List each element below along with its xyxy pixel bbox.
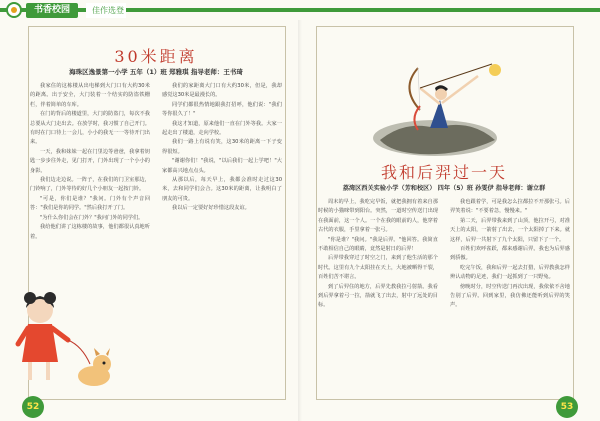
page-gutter — [298, 20, 302, 421]
page-number: 52 — [22, 396, 44, 418]
paragraph: 我家住的这栋楼从出电梯到大门口有大约30米的距离。出于安全，大门装着一个结实的防盗铁栅栏，伴着简单的车库。 — [30, 83, 150, 108]
paragraph: 周末的早上，我吃完早饭，就把我拥有着来自那时候的小猫咪带到阳台。突然，一道时空传送门出现在我面前，这一个人。一个在我的眼前的人，他穿着古代的衣服，手里拿着一张弓。 — [318, 199, 438, 234]
girl-with-puppy-illustration — [10, 288, 120, 398]
paragraph: 我们的家距离大门口有大约30米，但是，我却感觉这30米是最漫长的。 — [162, 83, 282, 99]
paragraph: 吃完午饭，我和后羿一起去打猎，后羿教我怎样辨认动物的足迹，我们一起抓到了一只野兔。 — [450, 264, 570, 281]
article-byline: 海珠区逸景第一小学 五年（1）班 郑雅琪 指导老师：王书琦 — [69, 68, 243, 76]
paragraph: 我以后一定要好好珍惜这段友谊。 — [172, 205, 250, 212]
school-logo-icon — [6, 2, 22, 18]
paragraph: "为什么你们会在门外？"我问门外的同学们。 — [40, 214, 144, 221]
paragraph: 百姓们欢呼雀跃，都来感谢后羿。我也为后羿感到骄傲。 — [450, 246, 570, 262]
paragraph: 我给他们讲了这栋楼的故事，他们都很认真地听着。 — [30, 224, 150, 240]
article-title: 30米距离 — [114, 47, 198, 66]
article-column-2 — [450, 198, 570, 311]
section-tag: 书香校园 — [26, 3, 78, 18]
article-byline: 荔湾区西关实验小学（芳和校区） 四年（5）班 孙雯伊 指导老师：谢立群 — [342, 185, 546, 192]
paragraph: 我这才知道，原来他们一直在门外等我。大家一起走出了楼道，走向学校。 — [162, 120, 282, 137]
paragraph: 我们边走边说。一阵子，在我们的门卫室那边，门铃响了，门外等待的好几个小朋友一起按门铃。 — [30, 177, 150, 193]
paragraph: 从那以后，每天早上，我都会准时走过这30米，去和同学们会合。这30米的距离，让我明白了朋友的可贵。 — [162, 177, 282, 202]
paragraph: 我们一路上有说有笑，这30米的距离一下子变得很短。 — [162, 139, 282, 155]
paragraph: 傍晚时分，时空传送门再次出现，我依依不舍地告别了后羿。回到家里，我仿佛还能听到后羿的笑声。 — [450, 283, 570, 309]
subsection-label: 佳作选登 — [92, 6, 124, 15]
paragraph: "你是谁？"我问。"我是后羿。"他回答。我简直不敢相信自己的眼睛，竟然是射日的后羿！ — [318, 236, 438, 253]
archer-illustration — [360, 58, 510, 158]
article-column-2 — [162, 82, 282, 214]
article-title: 我和后羿过一天 — [380, 163, 507, 182]
paragraph: "谢谢你们！"我说，"以后我们一起上学吧！"大家都高兴地点点头。 — [162, 158, 282, 174]
paragraph: 一天，我和妹妹一起在门里边等爸爸，我拿着钥匙一步步往外走，见门打开，门外出现了一个小小的身影。 — [30, 148, 150, 174]
paragraph: 后羿带我穿过了时空之门，来到了他生活的那个时代。这里有九个太阳挂在天上，大地被晒得干裂，百姓们苦不堪言。 — [318, 255, 438, 281]
article-column-1 — [318, 198, 438, 311]
paragraph: 同学们都很热情地跟我打招呼，他们说："我们等你很久了！" — [162, 101, 282, 118]
paragraph: 第二天，后羿带我来到了山顶，他拉开弓，对准天上的太阳，一箭射了出去，一个太阳掉了下来。就这样，后羿一共射下了九个太阳，只留下了一个。 — [450, 217, 570, 243]
paragraph: 到了后羿住的地方，后羿先教我拉弓射箭。我看到后羿拿着弓一拉，箭就飞了出去，射中了远处的目标。 — [318, 283, 438, 309]
article-column-1 — [30, 82, 150, 242]
right-page — [318, 0, 570, 366]
paragraph: 在门的背后的楼道里，大门的防盗门，每次不我总要从大门走出去。在放学时，我习惯了自己开门。有时在门口待上一会儿，小小的我无一一等待开门出来。 — [30, 111, 150, 146]
page-number: 53 — [556, 396, 578, 418]
paragraph: 我也跟着学，可是我怎么拉都拉不开那张弓。后羿笑着说："不要着急，慢慢来。" — [450, 199, 570, 215]
paragraph: "可是，你们是谁？"我问。门外有个声音回答："我们是你的同学。"然后我打开了门。 — [30, 195, 150, 212]
